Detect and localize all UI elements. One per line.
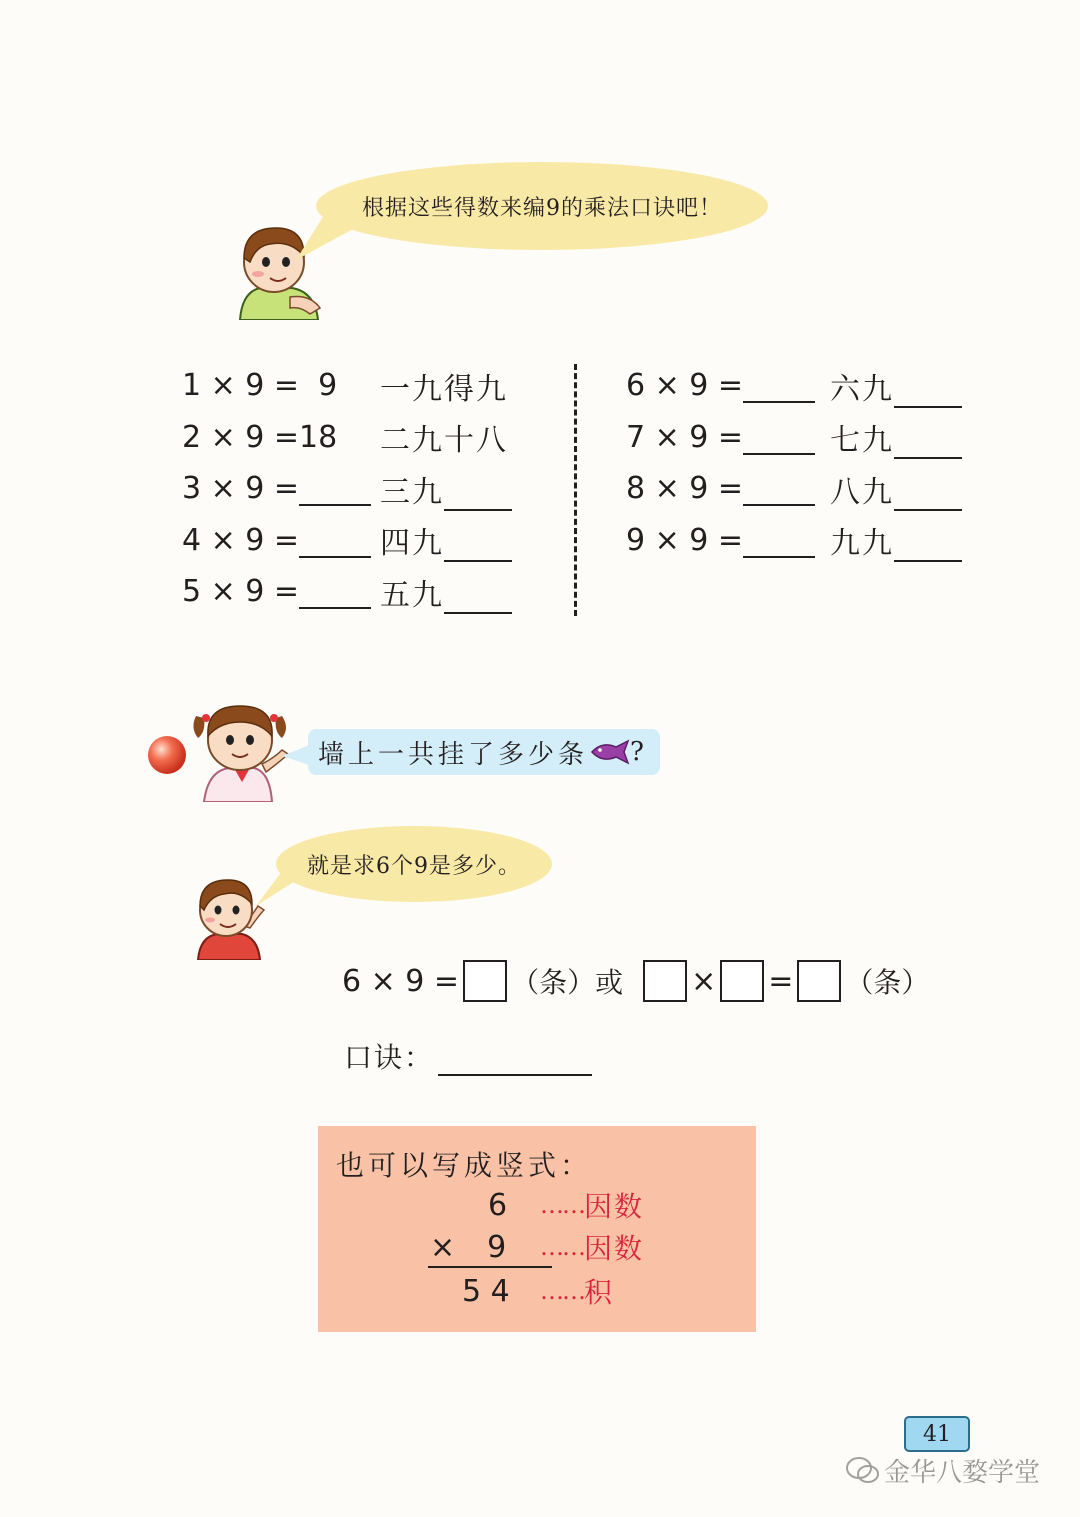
answer-blank[interactable] [743,526,815,558]
vertical-form-title: 也可以写成竖式： [336,1149,593,1182]
speech-bubble-boy2-text: 就是求6个9是多少。 [307,853,521,879]
times-sign: × [430,1229,456,1265]
vertical-form-box [318,1126,756,1332]
rhyme-text: 一九得九 [380,371,508,407]
leader-dots: …… [540,1233,584,1261]
rhyme-text: 七九 [830,423,894,459]
equation-with-blank [626,523,830,558]
watermark-text: 金华八婺学堂 [884,1458,1041,1488]
koujue-row [344,1036,592,1076]
table-row [626,412,986,464]
equation-text: 2 × 9 =18 [182,419,338,455]
factor-1-value: 6 [488,1187,508,1223]
rhyme-with-blank [830,364,962,408]
rhyme-with-blank [830,518,962,562]
wechat-icon [846,1456,880,1486]
rhyme-text: 二九十八 [380,423,508,459]
answer-blank[interactable] [743,371,815,403]
factor-box-2[interactable] [720,960,764,1002]
factor-label: 因数 [584,1190,645,1223]
rhyme-text: 四九 [380,526,444,562]
page-number: 41 [923,1421,951,1447]
table-row [626,515,986,567]
product-label: 积 [584,1276,615,1309]
equation-text: 7 × 9 = [626,419,744,455]
rhyme-text: 五九 [380,577,444,613]
speech-bubble-question [308,729,660,775]
equation-text: 3 × 9 = [182,471,300,507]
equals-sign: = [768,963,794,999]
equation-with-blank [182,523,380,558]
equation-with-blank [182,574,380,609]
answer-blank[interactable] [743,423,815,455]
problem-marker-icon [146,734,188,776]
table-right [626,360,986,566]
equation-with-blank [626,420,830,455]
rhyme-blank[interactable] [444,530,512,562]
equation-text: 6 × 9 = [626,368,744,404]
equation-with-blank [626,368,830,403]
vertical-rule [428,1266,552,1268]
watermark [846,1452,1040,1489]
rhyme-blank[interactable] [894,427,962,459]
table-row [182,515,552,567]
rhyme-text: 八九 [830,474,894,510]
rhyme-blank[interactable] [444,582,512,614]
answer-blank[interactable] [299,474,371,506]
rhyme-blank[interactable] [894,530,962,562]
product-value: 5 4 [462,1273,510,1309]
girl-illustration [190,698,290,802]
speech-bubble-top [316,162,768,250]
rhyme-with-blank [380,570,512,614]
answer-blank[interactable] [299,526,371,558]
times-sign: × [691,963,717,999]
rhyme-blank[interactable] [894,376,962,408]
table-row [182,360,552,412]
unit-label: （条） [511,966,596,999]
rhyme-text: 三九 [380,474,444,510]
table-row [182,412,552,464]
equation-left: 6 × 9 = [342,963,460,999]
rhyme-with-blank [830,415,962,459]
equation-text: 1 × 9 = 9 [182,368,338,404]
vertical-row-2-label [540,1226,644,1268]
equation-text: 4 × 9 = [182,522,300,558]
table-row [182,463,552,515]
table-left [182,360,552,618]
factor-box-1[interactable] [643,960,687,1002]
vertical-row-1 [488,1184,507,1226]
vertical-row-3-label [540,1270,614,1312]
leader-dots: …… [540,1277,584,1305]
equation-with-blank [182,471,380,506]
answer-blank[interactable] [299,577,371,609]
equation-row [342,956,929,1006]
koujue-label: 口诀： [344,1041,435,1074]
fish-icon [590,739,630,765]
rhyme-with-blank [380,518,512,562]
answer-blank[interactable] [743,474,815,506]
rhyme-with-blank [830,467,962,511]
speech-bubble-boy2 [276,826,552,902]
factor-label: 因数 [584,1232,645,1265]
rhyme-with-blank [380,467,512,511]
unit-label: （条） [845,966,930,999]
table-row [626,360,986,412]
question-mark: ? [630,737,644,767]
factor-2-value: 9 [487,1229,507,1265]
koujue-blank[interactable] [438,1044,592,1076]
or-label: 或 [595,966,626,999]
speech-bubble-top-text: 根据这些得数来编9的乘法口诀吧！ [362,195,722,221]
table-row [182,566,552,618]
rhyme-blank[interactable] [894,479,962,511]
vertical-row-1-label [540,1184,644,1226]
vertical-row-2 [430,1226,506,1268]
rhyme-blank[interactable] [444,479,512,511]
page-number-badge [904,1416,970,1452]
rhyme-text: 九九 [830,526,894,562]
equation-text: 5 × 9 = [182,574,300,610]
product-box[interactable] [797,960,841,1002]
equation-text: 8 × 9 = [626,471,744,507]
vertical-row-3 [462,1270,510,1312]
table-row [626,463,986,515]
rhyme-text: 六九 [830,371,894,407]
equation-with-blank [626,471,830,506]
question-text: 墙上一共挂了多少条 [318,739,589,770]
dashed-divider [574,364,577,616]
equation-text: 9 × 9 = [626,522,744,558]
leader-dots: …… [540,1191,584,1219]
answer-box[interactable] [463,960,507,1002]
boy-illustration-bottom [188,876,270,960]
